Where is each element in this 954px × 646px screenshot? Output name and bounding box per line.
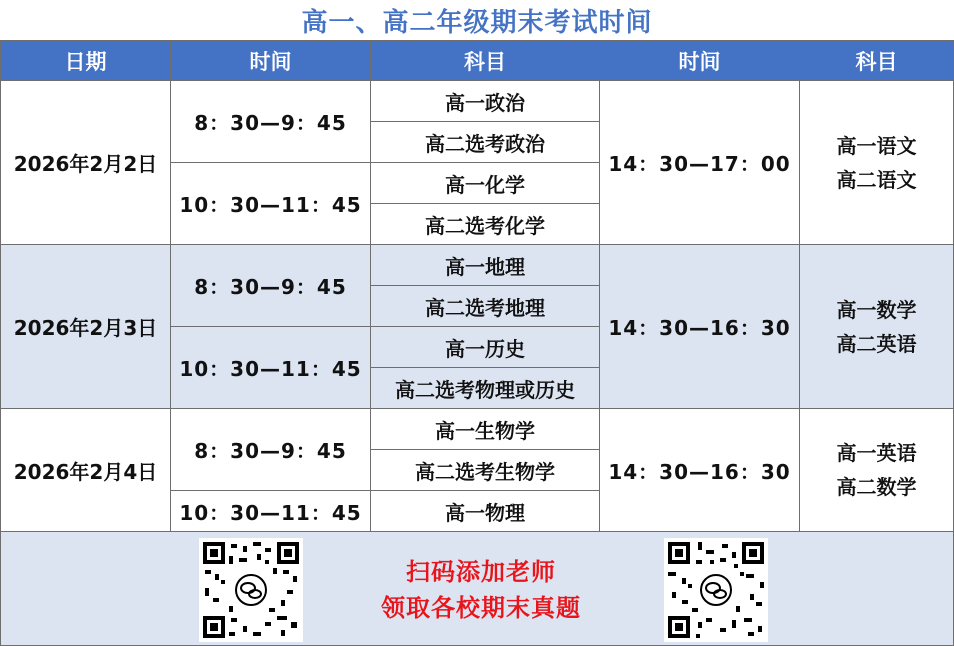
- pm-subjects: [800, 409, 954, 532]
- am-subject: 高一地理: [371, 245, 600, 286]
- page-title: 高一、高二年级期末考试时间: [301, 7, 653, 38]
- pm-subject: 高二英语: [836, 331, 917, 356]
- pm-subjects: [800, 81, 954, 245]
- exam-date: 2026年2月3日: [1, 245, 171, 409]
- promo-footer: [0, 532, 954, 646]
- pm-time-slot: 14：30—17：00: [600, 81, 800, 245]
- am-time-slot: 8：30—9：45: [171, 409, 371, 491]
- header-am-time: 时间: [171, 41, 371, 81]
- qr-code-left[interactable]: [199, 538, 303, 642]
- am-subject: 高二选考生物学: [371, 450, 600, 491]
- table-row: [1, 409, 954, 450]
- pm-subjects: [800, 245, 954, 409]
- header-am-subject: 科目: [371, 41, 600, 81]
- am-subject: 高一物理: [371, 491, 600, 532]
- header-pm-subject: 科目: [800, 41, 954, 81]
- table-row: [1, 245, 954, 286]
- pm-subject: 高二数学: [836, 475, 917, 499]
- exam-date: 2026年2月2日: [1, 81, 171, 245]
- table-row: [1, 81, 954, 122]
- am-subject: 高一历史: [371, 327, 600, 368]
- header-date: 日期: [1, 41, 171, 81]
- promo-line-2: 领取各校期末真题: [381, 594, 581, 622]
- qr-code-icon: [199, 538, 303, 642]
- pm-subject: 高一语文: [836, 133, 917, 158]
- qr-code-icon: [664, 538, 768, 642]
- am-time-slot: 10：30—11：45: [171, 491, 371, 532]
- pm-subject: 高一英语: [836, 441, 917, 465]
- promo-text: [331, 554, 631, 626]
- am-time-slot: 10：30—11：45: [171, 163, 371, 245]
- header-pm-time: 时间: [600, 41, 800, 81]
- pm-time-slot: 14：30—16：30: [600, 245, 800, 409]
- promo-line-1: 扫码添加老师: [406, 558, 556, 586]
- am-subject: 高一化学: [371, 163, 600, 204]
- am-subject: 高二选考物理或历史: [371, 368, 600, 409]
- header-row: [1, 41, 954, 81]
- pm-subject: 高二语文: [836, 167, 917, 192]
- exam-date: 2026年2月4日: [1, 409, 171, 532]
- am-time-slot: 10：30—11：45: [171, 327, 371, 409]
- am-subject: 高二选考政治: [371, 122, 600, 163]
- qr-code-right[interactable]: [664, 538, 768, 642]
- pm-time-slot: 14：30—16：30: [600, 409, 800, 532]
- am-subject: 高二选考地理: [371, 286, 600, 327]
- pm-subject: 高一数学: [836, 297, 917, 322]
- exam-schedule-table: [0, 40, 954, 532]
- am-subject: 高一生物学: [371, 409, 600, 450]
- am-time-slot: 8：30—9：45: [171, 245, 371, 327]
- am-subject: 高二选考化学: [371, 204, 600, 245]
- am-subject: 高一政治: [371, 81, 600, 122]
- am-time-slot: 8：30—9：45: [171, 81, 371, 163]
